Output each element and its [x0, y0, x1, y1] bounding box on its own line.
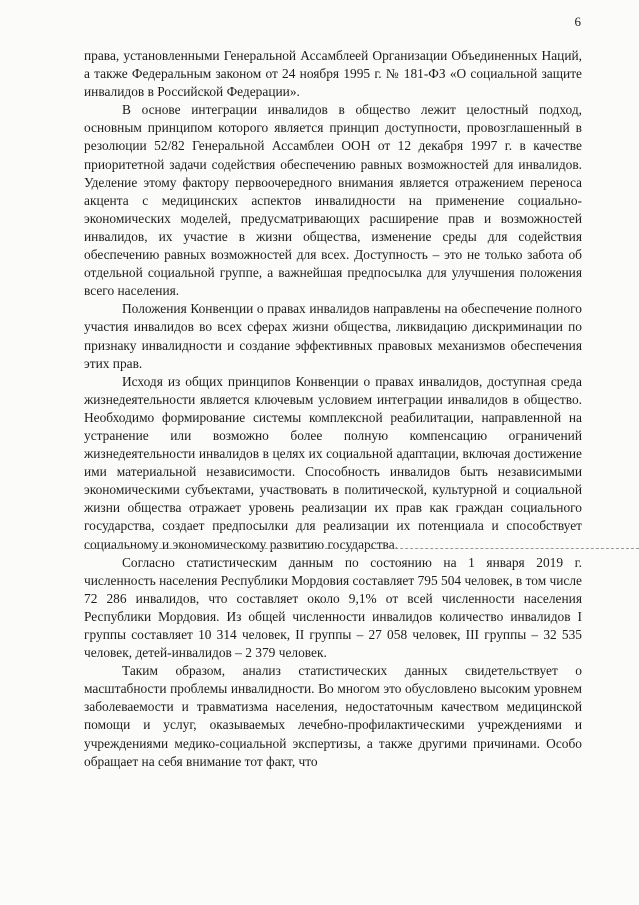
paragraph-statistics: Согласно статистическим данным по состоянию на 1 января 2019 г. численность населения Республики Мордовия составляет 795 504 человек, в том числе 72 286 инвалидов, что составляет около 9,1% от всей численности населения Республики Мордовия. Из общей численности инвалидов количество инвалидов I группы составляет 10 314 человек, II группы – 27 058 человек, III группы – 32 535 человек, детей-инвалидов – 2 379 человек.: [84, 554, 582, 661]
scan-artifact-line: [84, 548, 639, 549]
paragraph-accessible-environment: Исходя из общих принципов Конвенции о правах инвалидов, доступная среда жизнедеятельности является ключевым условием интеграции инвалидов в общество. Необходимо формирование системы комплексной реабилитации, направленной на устранение или возможно более полную компенсацию ограничений жизнедеятельности инвалидов в целях их социальной адаптации, включая достижение ими материальной независимости. Способность инвалидов быть независимыми экономическими субъектами, участвовать в политической, культурной и социальной жизни общества отражает уровень реализации их прав как граждан социального государства, создает предпосылки для реализации их потенциала и способствует социальному и экономическому развитию государства.: [84, 373, 582, 552]
paragraph-problem-scale: Таким образом, анализ статистических данных свидетельствует о масштабности проблемы инвалидности. Во многом это обусловлено высоким уровнем заболеваемости и травматизма населения, недостаточным качеством медицинской помощи и услуг, оказываемых лечебно-профилактическими учреждениями и учреждениями медико-социальной экспертизы, а также другими причинами. Особо обращает на себя внимание тот факт, что: [84, 663, 582, 769]
page-number: 6: [574, 14, 581, 29]
paragraph-convention-provisions: Положения Конвенции о правах инвалидов направлены на обеспечение полного участия инвалидов во всех сферах жизни общества, ликвидацию дискриминации по признаку инвалидности и создание эффективных правовых механизмов обеспечения этих прав.: [84, 301, 582, 371]
document-body: [84, 47, 582, 771]
paragraph-continuation: права, установленными Генеральной Ассамблеей Организации Объединенных Наций, а также Федеральным законом от 24 ноября 1995 г. № 181-ФЗ «О социальной защите инвалидов в Российской Федерации».: [84, 48, 582, 100]
paragraph-accessibility-principle: В основе интеграции инвалидов в общество лежит целостный подход, основным принципом которого является принцип доступности, провозглашенный в резолюции 52/82 Генеральной Ассамблеи ООН от 12 декабря 1997 г. в качестве приоритетной задачи содействия обеспечению равных возможностей для инвалидов. Уделение этому фактору первоочередного внимания является отражением переноса акцента с медицинских аспектов инвалидности на применение социально-экономических моделей, предусматривающих расширение прав и возможностей инвалидов, их участие в жизни общества, изменение среды для содействия обеспечению равных возможностей для всех. Доступность – это не только забота об отдельной социальной группе, а важнейшая предпосылка для улучшения положения всего населения.: [84, 102, 582, 299]
